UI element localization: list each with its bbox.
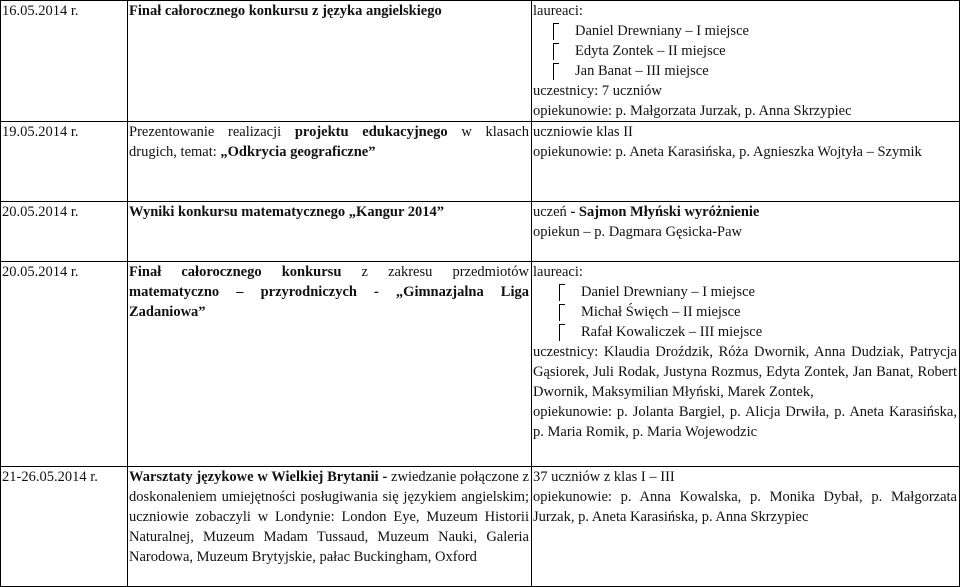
laureaci-label: laureaci: — [533, 3, 583, 19]
table-row — [1, 122, 960, 202]
list-item: Michał Święch – II miejsce — [533, 302, 957, 322]
date-cell: 20.05.2014 r. — [1, 262, 128, 467]
info-cell — [532, 467, 960, 587]
date-cell: 16.05.2014 r. — [1, 1, 128, 122]
event-title: Finał całorocznego konkursu z języka angielskiego — [129, 3, 442, 19]
table-row — [1, 262, 960, 467]
result-text: uczeń - Sajmon Młyński wyróżnienie — [533, 204, 760, 220]
table-row — [1, 1, 960, 122]
list-item: Edyta Zontek – II miejsce — [533, 41, 957, 61]
event-cell — [128, 1, 532, 122]
event-cell: Prezentowanie realizacji projektu edukacyjnego w klasach drugich, temat: „Odkrycia geograficzne” — [128, 122, 532, 202]
event-cell: Wyniki konkursu matematycznego „Kangur 2014” — [128, 202, 532, 262]
date-cell: 21-26.05.2014 r. — [1, 467, 128, 587]
laureaci-label: laureaci: — [533, 264, 583, 280]
info-cell — [532, 122, 960, 202]
supervisors-text: opiekun – p. Dagmara Gęsicka-Paw — [533, 224, 742, 240]
participants-text: uczestnicy: Klaudia Droździk, Róża Dwornik, Anna Dudziak, Patrycja Gąsiorek, Juli Rodak, Justyna Rozmus, Edyta Zontek, Jan Banat, Robert Dwornik, Maksymilian Młyński, Marek Zontek, — [533, 344, 957, 400]
info-cell — [532, 1, 960, 122]
participants-text: 37 uczniów z klas I – III — [533, 469, 675, 485]
supervisors-text: opiekunowie: p. Aneta Karasińska, p. Agnieszka Wojtyła – Szymik — [533, 144, 922, 160]
date-cell: 19.05.2014 r. — [1, 122, 128, 202]
info-cell — [532, 262, 960, 467]
event-cell: Finał całorocznego konkursu z zakresu przedmiotów matematyczno – przyrodniczych - „Gimnazjalna Liga Zadaniowa” — [128, 262, 532, 467]
list-item: Daniel Drewniany – I miejsce — [533, 21, 957, 41]
list-item: Jan Banat – III miejsce — [533, 61, 957, 81]
supervisors-text: opiekunowie: p. Małgorzata Jurzak, p. Anna Skrzypiec — [533, 103, 852, 119]
supervisors-text: opiekunowie: p. Anna Kowalska, p. Monika Dybał, p. Małgorzata Jurzak, p. Aneta Karasińska, p. Anna Skrzypiec — [533, 489, 957, 525]
participants-text: uczniowie klas II — [533, 124, 633, 140]
list-item: Rafał Kowaliczek – III miejsce — [533, 322, 957, 342]
date-cell: 20.05.2014 r. — [1, 202, 128, 262]
table-row — [1, 467, 960, 587]
supervisors-text: opiekunowie: p. Jolanta Bargiel, p. Alicja Drwiła, p. Aneta Karasińska, p. Maria Romik, p. Maria Wojewodzic — [533, 404, 957, 440]
event-cell: Warsztaty językowe w Wielkiej Brytanii - zwiedzanie połączone z doskonaleniem umiejętności posługiwania się językiem angielskim; uczniowie zobaczyli w Londynie: London Eye, Muzeum Historii Naturalnej, Muzeum Madam Tussaud, Muzeum Nauki, Galeria Narodowa, Muzeum Brytyjskie, pałac Buckingham, Oxford — [128, 467, 532, 587]
info-cell — [532, 202, 960, 262]
list-item: Daniel Drewniany – I miejsce — [533, 282, 957, 302]
participants-text: uczestnicy: 7 uczniów — [533, 83, 662, 99]
table-row — [1, 202, 960, 262]
